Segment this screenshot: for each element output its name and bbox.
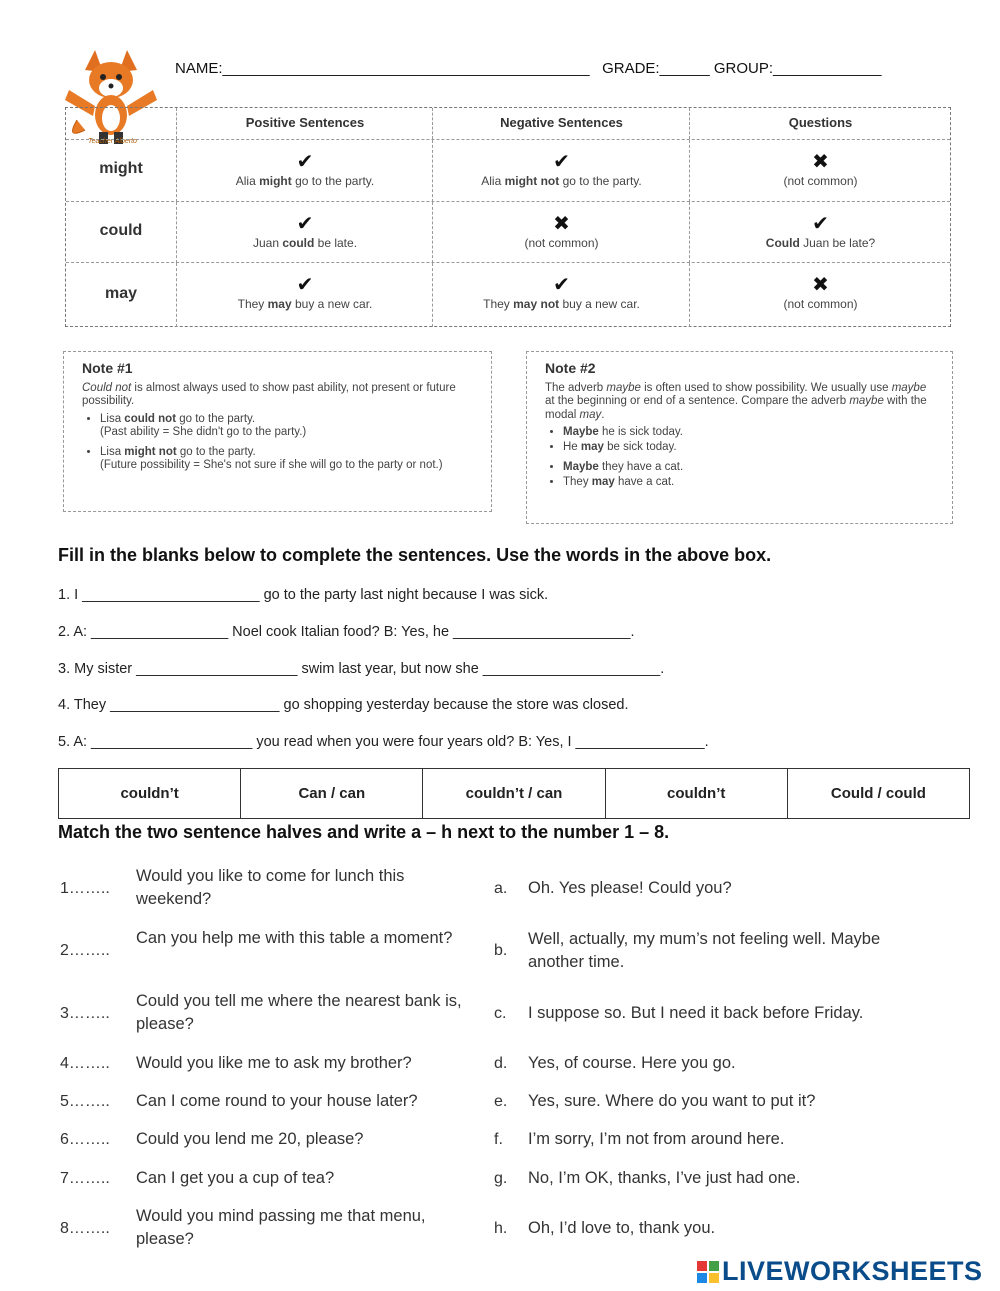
match-letter: h. [494, 1220, 508, 1237]
fill-sentence-5[interactable]: 5. A: ____________________ you read when you were four years old? B: Yes, I ________________. [58, 734, 709, 750]
check-icon: ✔ [296, 274, 314, 296]
example-text: They may buy a new car. [237, 297, 373, 311]
modal-label: might [99, 160, 143, 177]
match-answer: Yes, of course. Here you go. [528, 1054, 736, 1072]
check-icon: ✔ [296, 151, 314, 173]
fill-sentence-2[interactable]: 2. A: _________________ Noel cook Italian food? B: Yes, he ______________________. [58, 624, 635, 640]
note-1-title: Note #1 [82, 360, 133, 376]
match-answer: Well, actually, my mum’s not feeling well. Maybe another time. [528, 930, 881, 971]
grammar-row-could [66, 201, 950, 263]
check-icon: ✔ [553, 151, 570, 173]
example-text: (not common) [783, 297, 858, 311]
header-positive: Positive Sentences [176, 108, 433, 139]
modal-label: may [104, 285, 138, 302]
note-1-intro: Could not is almost always used to show past ability, not present or future possibility. [82, 381, 456, 407]
match-number-input[interactable]: 3…….. [60, 1005, 110, 1022]
fill-in-instructions: Fill in the blanks below to complete the sentences. Use the words in the above box. [58, 545, 772, 565]
cross-icon: ✖ [553, 213, 570, 235]
match-answer: Oh, I’d love to, thank you. [528, 1219, 716, 1237]
match-letter: g. [494, 1170, 508, 1187]
match-question: Could you tell me where the nearest bank is, please? [136, 992, 462, 1033]
match-number-input[interactable]: 7…….. [60, 1170, 110, 1187]
match-question: Can I come round to your house later? [136, 1092, 418, 1110]
word-bank-item[interactable]: Can / can [240, 769, 422, 818]
note-2-bullet: • He may be sick today. [563, 441, 934, 455]
check-icon: ✔ [296, 213, 314, 235]
match-question: Would you like to come for lunch this weekend? [136, 867, 405, 908]
example-text: Alia might not go to the party. [481, 174, 642, 188]
example-text: (not common) [524, 236, 599, 250]
name-label: NAME: [175, 60, 223, 77]
match-instructions: Match the two sentence halves and write a – h next to the number 1 – 8. [58, 822, 670, 842]
match-number-input[interactable]: 8…….. [60, 1220, 110, 1237]
match-answer: I suppose so. But I need it back before Friday. [528, 1004, 864, 1022]
word-bank-item[interactable]: Could / could [787, 769, 969, 818]
cross-icon: ✖ [812, 274, 829, 296]
match-question: Could you lend me 20, please? [136, 1130, 364, 1148]
note-1-box [63, 351, 492, 512]
word-bank-item[interactable]: couldn’t / can [422, 769, 604, 818]
example-text: Alia might go to the party. [235, 174, 375, 188]
brand-text: LIVEWORKSHEETS [722, 1256, 983, 1286]
match-letter: b. [494, 942, 508, 959]
match-number-input[interactable]: 4…….. [60, 1055, 110, 1072]
note-2-bullet: • They may have a cat. [563, 476, 934, 490]
grade-label: GRADE: [602, 60, 660, 77]
match-answer: Oh. Yes please! Could you? [528, 879, 732, 897]
example-text: Could Juan be late? [765, 236, 876, 250]
match-number-input[interactable]: 1…….. [60, 880, 110, 897]
check-icon: ✔ [553, 274, 570, 296]
example-text: (not common) [783, 174, 858, 188]
group-label: GROUP: [713, 60, 774, 77]
grade-field[interactable]: ______ [659, 60, 710, 77]
fill-sentence-1[interactable]: 1. I ______________________ go to the party last night because I was sick. [58, 587, 549, 603]
group-field[interactable]: _____________ [773, 60, 882, 77]
name-field[interactable]: ____________________________________________ [222, 60, 590, 77]
word-bank-item[interactable]: couldn’t [120, 785, 179, 802]
word-bank-item[interactable]: couldn’t [605, 769, 787, 818]
grammar-row-might [66, 139, 950, 202]
word-bank [58, 768, 970, 819]
match-number-input[interactable]: 6…….. [60, 1131, 110, 1148]
note-1-bullet: • Lisa might not go to the party. (Future possibility = She's not sure if she will go to the party or not.) [100, 446, 473, 473]
note-2-bullet: • Maybe they have a cat. [563, 461, 934, 475]
match-letter: c. [494, 1005, 507, 1022]
match-answer: I’m sorry, I’m not from around here. [528, 1130, 785, 1148]
match-number-input[interactable]: 5…….. [60, 1093, 110, 1110]
match-question: Can I get you a cup of tea? [136, 1169, 335, 1187]
cross-icon: ✖ [812, 151, 829, 173]
note-2-box [526, 351, 953, 524]
grammar-row-may [66, 262, 950, 327]
note-2-title: Note #2 [545, 360, 596, 376]
student-info-header [175, 60, 881, 77]
match-letter: d. [494, 1055, 508, 1072]
fill-sentence-3[interactable]: 3. My sister ____________________ swim last year, but now she ______________________. [58, 661, 665, 677]
modal-grammar-table [65, 107, 951, 327]
example-text: Juan could be late. [252, 236, 358, 250]
liveworksheets-brand [697, 1256, 983, 1287]
match-answer: No, I’m OK, thanks, I’ve just had one. [528, 1169, 801, 1187]
example-text: They may not buy a new car. [483, 297, 640, 311]
match-letter: f. [494, 1131, 503, 1148]
match-letter: a. [494, 880, 508, 897]
header-questions: Questions [689, 108, 951, 139]
note-2-bullet: • Maybe he is sick today. [563, 426, 934, 440]
logo-caption: Teacher Alberto [88, 138, 137, 145]
match-number-input[interactable]: 2…….. [60, 942, 110, 959]
check-icon: ✔ [812, 213, 829, 235]
note-1-bullet: • Lisa could not go to the party. (Past ability = She didn't go to the party.) [100, 413, 473, 440]
fill-sentence-4[interactable]: 4. They _____________________ go shopping yesterday because the store was closed. [58, 697, 629, 713]
liveworksheets-logo-icon [697, 1259, 719, 1281]
match-answer: Yes, sure. Where do you want to put it? [528, 1092, 816, 1110]
match-question: Would you like me to ask my brother? [136, 1054, 412, 1072]
match-letter: e. [494, 1093, 508, 1110]
match-question: Would you mind passing me that menu, please? [136, 1207, 426, 1248]
header-negative: Negative Sentences [432, 108, 690, 139]
note-2-intro: The adverb maybe is often used to show possibility. We usually use maybe at the beginning or end of a sentence. Compare the adverb maybe with the modal may. [545, 381, 927, 421]
match-question: Can you help me with this table a moment? [136, 929, 453, 947]
modal-label: could [99, 222, 143, 239]
